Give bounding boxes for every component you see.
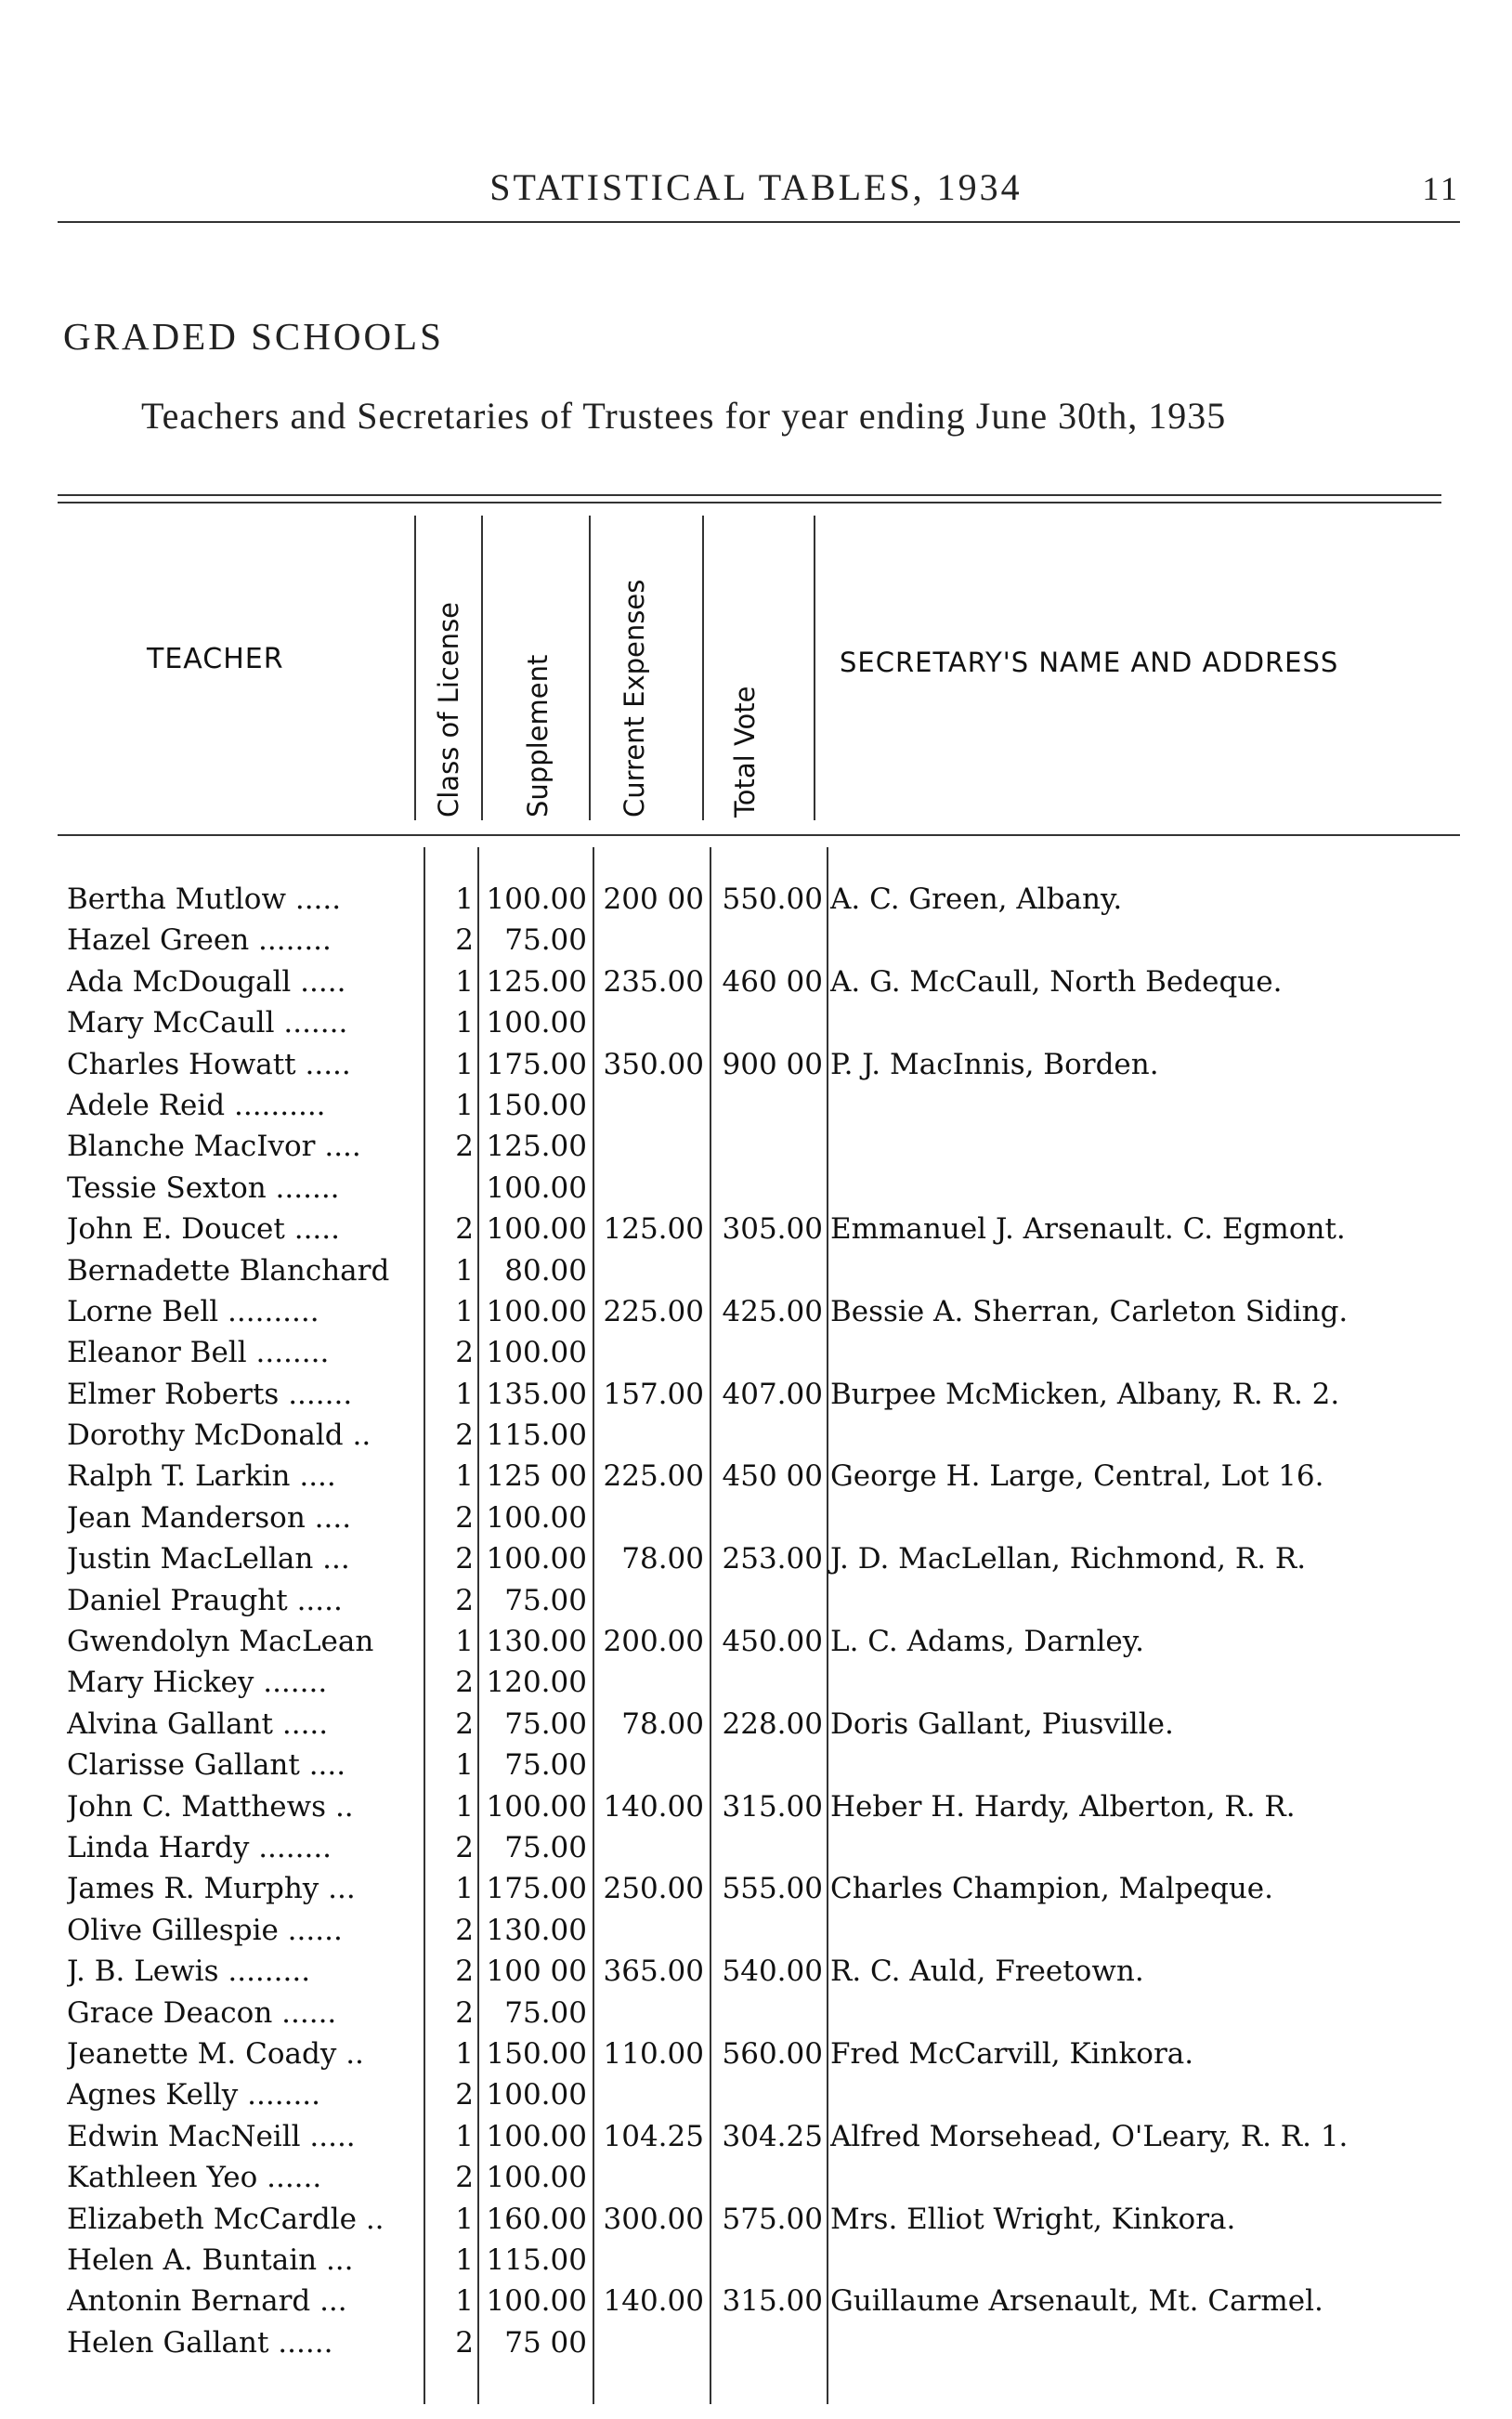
total-vote-cell: 560.00 [722,2036,823,2071]
class-cell: 2 [455,1666,474,1700]
teacher-cell: J. B. Lewis ......... [67,1955,311,1989]
supplement-cell: 75.00 [504,1706,587,1741]
header-divider [481,516,483,820]
total-vote-cell: 407.00 [722,1377,823,1411]
class-cell: 2 [455,923,474,958]
total-vote-cell: 304.25 [722,2119,823,2153]
supplement-cell: 100.00 [486,2119,587,2153]
class-cell: 1 [455,1253,474,1288]
total-vote-cell: 450.00 [722,1625,823,1659]
table-row [0,1745,1512,1785]
teacher-cell: Kathleen Yeo ...... [67,2161,322,2195]
table-row [0,1951,1512,1992]
table-row [0,1291,1512,1332]
current-expenses-cell: 125.00 [603,1212,704,1247]
table-row [0,920,1512,961]
teacher-cell: Elizabeth McCardle .. [67,2202,385,2236]
secretary-cell: Mrs. Elliot Wright, Kinkora. [830,2202,1236,2236]
table-row [0,1374,1512,1415]
column-header-teacher: TEACHER [147,643,284,675]
class-cell: 2 [455,1500,474,1535]
teacher-cell: Justin MacLellan ... [67,1542,350,1576]
supplement-cell: 115.00 [486,2242,587,2277]
class-cell: 1 [455,1789,474,1824]
supplement-cell: 150.00 [486,2036,587,2071]
total-vote-cell: 540.00 [722,1955,823,1989]
current-expenses-cell: 235.00 [603,964,704,999]
current-expenses-cell: 225.00 [603,1294,704,1328]
class-cell: 1 [455,1377,474,1411]
table-row [0,1662,1512,1703]
total-vote-cell: 315.00 [722,1789,823,1824]
class-cell: 1 [455,1088,474,1122]
header-divider [702,516,704,820]
running-head [0,165,1512,212]
table-row [0,1786,1512,1827]
column-header-supplement: Supplement [522,654,554,817]
class-cell: 1 [455,1047,474,1081]
table-subtitle: Teachers and Secretaries of Trustees for year ending June 30th, 1935 [141,395,1227,437]
teacher-cell: Agnes Kelly ........ [67,2078,321,2112]
table-row [0,1209,1512,1249]
total-vote-cell: 305.00 [722,1212,823,1247]
supplement-cell: 125.00 [486,964,587,999]
teacher-cell: John E. Doucet ..... [67,1212,340,1247]
supplement-cell: 100.00 [486,1170,587,1205]
class-cell: 1 [455,1748,474,1783]
supplement-cell: 120.00 [486,1666,587,1700]
supplement-cell: 130.00 [486,1625,587,1659]
teacher-cell: Olive Gillespie ...... [67,1913,343,1947]
teacher-cell: Hazel Green ........ [67,923,332,958]
class-cell: 2 [455,1583,474,1617]
class-cell: 1 [455,964,474,999]
teacher-cell: Clarisse Gallant .... [67,1748,346,1783]
total-vote-cell: 460 00 [722,964,823,999]
secretary-cell: Emmanuel J. Arsenault. C. Egmont. [830,1212,1346,1247]
table-top-rule [58,494,1441,503]
secretary-cell: P. J. MacInnis, Borden. [830,1047,1159,1081]
class-cell: 1 [455,2036,474,2071]
teacher-cell: Daniel Praught ..... [67,1583,343,1617]
class-cell: 2 [455,2078,474,2112]
teacher-cell: Tessie Sexton ....... [67,1170,340,1205]
table-row [0,2240,1512,2281]
table-row [0,1704,1512,1745]
teacher-cell: Adele Reid .......... [67,1088,326,1122]
secretary-cell: Doris Gallant, Piusville. [830,1706,1174,1741]
teacher-cell: John C. Matthews .. [67,1789,354,1824]
teacher-cell: Dorothy McDonald .. [67,1419,371,1453]
current-expenses-cell: 78.00 [621,1706,704,1741]
class-cell: 1 [455,2202,474,2236]
secretary-cell: Burpee McMicken, Albany, R. R. 2. [830,1377,1340,1411]
secretary-cell: A. C. Green, Albany. [830,883,1123,916]
class-cell: 1 [455,2119,474,2153]
table-row [0,1415,1512,1456]
total-vote-cell: 253.00 [722,1542,823,1576]
secretary-cell: J. D. MacLellan, Richmond, R. R. [830,1542,1307,1576]
table-row [0,2322,1512,2363]
teacher-cell: Bertha Mutlow ..... [67,883,342,916]
table-row [0,1993,1512,2033]
current-expenses-cell: 365.00 [603,1955,704,1989]
current-expenses-cell: 110.00 [603,2036,704,2071]
table-row [0,1168,1512,1209]
class-cell: 1 [455,1006,474,1040]
secretary-cell: Alfred Morsehead, O'Leary, R. R. 1. [830,2119,1349,2153]
supplement-cell: 125 00 [486,1459,587,1494]
class-cell: 2 [455,2325,474,2360]
teacher-cell: Helen Gallant ...... [67,2325,333,2360]
supplement-cell: 100 00 [486,1955,587,1989]
header-bottom-rule [58,834,1460,836]
secretary-cell: Guillaume Arsenault, Mt. Carmel. [830,2284,1323,2319]
table-row [0,1085,1512,1126]
total-vote-cell: 425.00 [722,1294,823,1328]
teacher-cell: Mary McCaull ....... [67,1006,348,1040]
supplement-cell: 100.00 [486,1542,587,1576]
table-row [0,1497,1512,1538]
table-row [0,2281,1512,2321]
supplement-cell: 75.00 [504,1583,587,1617]
class-cell: 1 [455,1625,474,1659]
page-number: 11 [1422,170,1460,207]
class-cell: 1 [455,883,474,916]
secretary-cell: Heber H. Hardy, Alberton, R. R. [830,1789,1296,1824]
current-expenses-cell: 200 00 [603,883,704,916]
table-row [0,1580,1512,1621]
table-row [0,1827,1512,1868]
teacher-cell: Charles Howatt ..... [67,1047,351,1081]
teacher-cell: Jean Manderson .... [67,1500,352,1535]
class-cell: 2 [455,1706,474,1741]
header-divider [814,516,815,820]
supplement-cell: 100.00 [486,2284,587,2319]
supplement-cell: 125.00 [486,1130,587,1164]
supplement-cell: 100.00 [486,2078,587,2112]
table-row [0,1250,1512,1291]
total-vote-cell: 315.00 [722,2284,823,2319]
secretary-cell: A. G. McCaull, North Bedeque. [830,964,1283,999]
table-row [0,961,1512,1002]
current-expenses-cell: 250.00 [603,1872,704,1906]
table-row [0,1621,1512,1662]
teacher-cell: Ralph T. Larkin .... [67,1459,336,1494]
table-body [0,879,1512,2363]
supplement-cell: 100.00 [486,1336,587,1370]
teacher-cell: James R. Murphy ... [67,1872,356,1906]
header-rule [58,221,1460,223]
teacher-cell: Antonin Bernard ... [67,2284,347,2319]
secretary-cell: Fred McCarvill, Kinkora. [830,2036,1194,2071]
table-row [0,1332,1512,1373]
secretary-cell: R. C. Auld, Freetown. [830,1955,1144,1989]
current-expenses-cell: 200.00 [603,1625,704,1659]
teacher-cell: Jeanette M. Coady .. [67,2036,364,2071]
class-cell: 2 [455,1419,474,1453]
teacher-cell: Blanche MacIvor .... [67,1130,361,1164]
teacher-cell: Helen A. Buntain ... [67,2242,354,2277]
supplement-cell: 100.00 [486,1789,587,1824]
total-vote-cell: 550.00 [722,883,823,916]
secretary-cell: George H. Large, Central, Lot 16. [830,1459,1324,1494]
secretary-cell: Bessie A. Sherran, Carleton Siding. [830,1294,1349,1328]
supplement-cell: 75.00 [504,1995,587,2030]
current-expenses-cell: 78.00 [621,1542,704,1576]
total-vote-cell: 900 00 [722,1047,823,1081]
current-expenses-cell: 157.00 [603,1377,704,1411]
table-row [0,1126,1512,1167]
class-cell: 2 [455,2161,474,2195]
table-row [0,2199,1512,2240]
supplement-cell: 80.00 [504,1253,587,1288]
supplement-cell: 115.00 [486,1419,587,1453]
class-cell: 2 [455,1212,474,1247]
table-row [0,2033,1512,2074]
table-row [0,1868,1512,1909]
class-cell: 1 [455,1294,474,1328]
supplement-cell: 75.00 [504,1830,587,1864]
teacher-cell: Mary Hickey ....... [67,1666,328,1700]
supplement-cell: 175.00 [486,1872,587,1906]
table-row [0,1910,1512,1951]
table-row [0,2074,1512,2115]
total-vote-cell: 450 00 [722,1459,823,1494]
supplement-cell: 100.00 [486,1006,587,1040]
supplement-cell: 75 00 [504,2325,587,2360]
supplement-cell: 100.00 [486,1212,587,1247]
teacher-cell: Edwin MacNeill ..... [67,2119,356,2153]
column-header-secretary: SECRETARY'S NAME AND ADDRESS [840,647,1339,678]
table-row [0,879,1512,920]
column-header-class-of-license: Class of License [433,601,464,817]
table-row [0,1456,1512,1497]
teacher-cell: Bernadette Blanchard [67,1253,390,1288]
section-title: GRADED SCHOOLS [63,315,444,358]
current-expenses-cell: 104.25 [603,2119,704,2153]
column-header-current-expenses: Current Expenses [619,579,650,817]
header-divider [589,516,591,820]
table-row [0,1044,1512,1085]
current-expenses-cell: 225.00 [603,1459,704,1494]
header-divider [414,516,416,820]
supplement-cell: 135.00 [486,1377,587,1411]
class-cell: 1 [455,1459,474,1494]
supplement-cell: 100.00 [486,2161,587,2195]
teacher-cell: Gwendolyn MacLean [67,1625,374,1659]
table-row [0,2157,1512,2198]
class-cell: 2 [455,1542,474,1576]
supplement-cell: 75.00 [504,1748,587,1783]
supplement-cell: 150.00 [486,1088,587,1122]
class-cell: 2 [455,1995,474,2030]
supplement-cell: 100.00 [486,883,587,916]
current-expenses-cell: 300.00 [603,2202,704,2236]
class-cell: 2 [455,1955,474,1989]
total-vote-cell: 555.00 [722,1872,823,1906]
table-row [0,1002,1512,1043]
supplement-cell: 100.00 [486,1294,587,1328]
class-cell: 1 [455,1872,474,1906]
current-expenses-cell: 140.00 [603,1789,704,1824]
current-expenses-cell: 140.00 [603,2284,704,2319]
supplement-cell: 75.00 [504,923,587,958]
supplement-cell: 130.00 [486,1913,587,1947]
class-cell: 1 [455,2242,474,2277]
teacher-cell: Linda Hardy ........ [67,1830,332,1864]
supplement-cell: 100.00 [486,1500,587,1535]
table-row [0,2116,1512,2157]
teacher-cell: Ada McDougall ..... [67,964,346,999]
table-row [0,1538,1512,1579]
class-cell: 2 [455,1830,474,1864]
secretary-cell: L. C. Adams, Darnley. [830,1625,1144,1659]
total-vote-cell: 575.00 [722,2202,823,2236]
class-cell: 2 [455,1913,474,1947]
secretary-cell: Charles Champion, Malpeque. [830,1872,1274,1906]
teacher-cell: Eleanor Bell ........ [67,1336,330,1370]
supplement-cell: 160.00 [486,2202,587,2236]
teacher-cell: Grace Deacon ...... [67,1995,337,2030]
teacher-cell: Elmer Roberts ....... [67,1377,353,1411]
teacher-cell: Alvina Gallant ..... [67,1706,329,1741]
teacher-cell: Lorne Bell .......... [67,1294,319,1328]
total-vote-cell: 228.00 [722,1706,823,1741]
class-cell: 1 [455,2284,474,2319]
running-title: STATISTICAL TABLES, 1934 [489,166,1023,208]
class-cell: 2 [455,1336,474,1370]
supplement-cell: 175.00 [486,1047,587,1081]
class-cell: 2 [455,1130,474,1164]
column-header-total-vote: Total Vote [729,686,761,817]
current-expenses-cell: 350.00 [603,1047,704,1081]
